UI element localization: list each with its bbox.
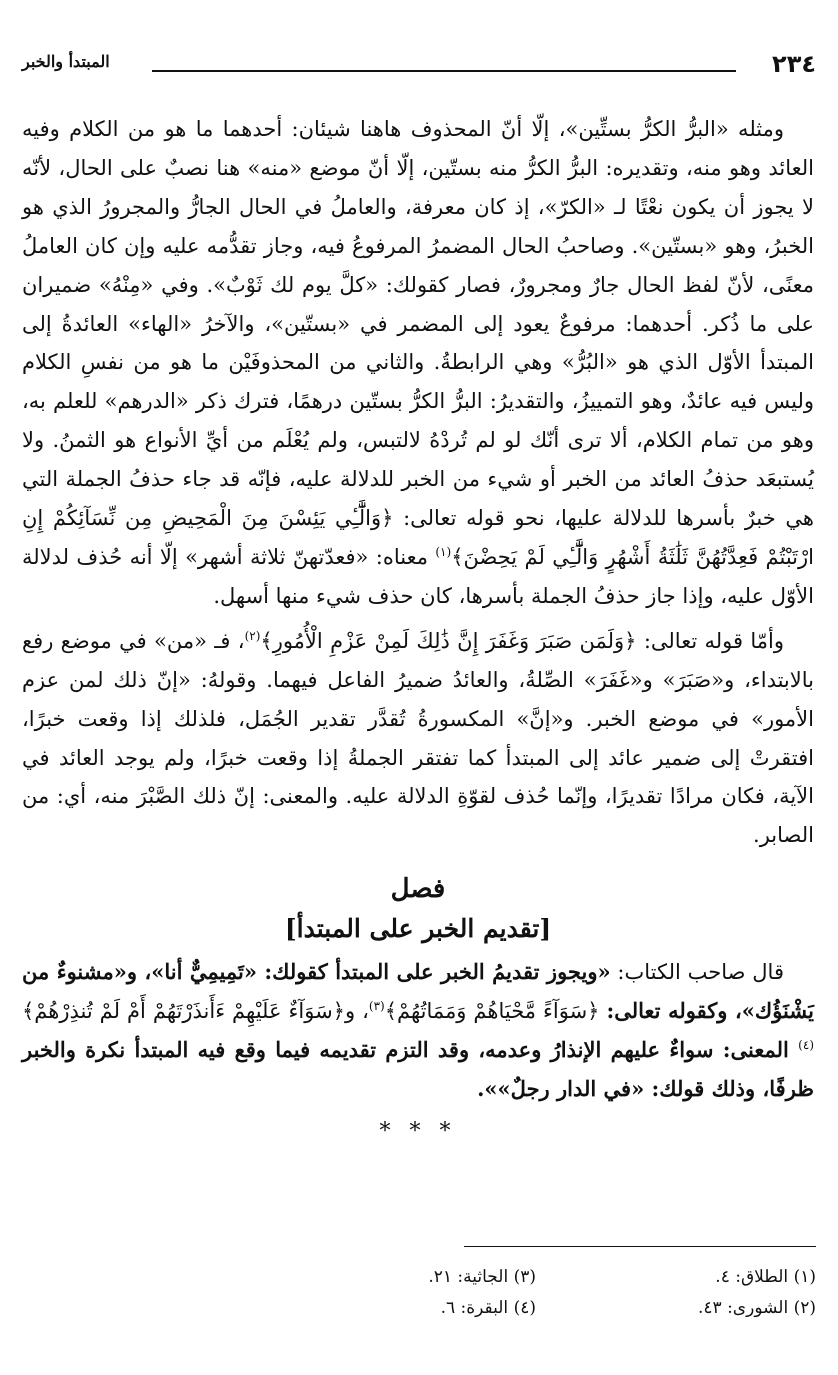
footnote-text: الجاثية: ٢١. [428, 1267, 509, 1287]
footnote-number: (٢) [793, 1298, 816, 1318]
footnote-number: (٤) [513, 1298, 536, 1318]
quran-verse-1: ﴿وَالَّٰٓـِٔي يَئِسْنَ مِنَ الْمَحِيضِ مِن نِّسَآئِكُمْ إِنِ ارْتَبْتُمْ فَعِدَّتُهُنَّ ثَلَٰثَةُ أَشْهُرٍ وَالَّٰٓـِٔي لَمْ يَحِضْنَ﴾ [22, 506, 815, 569]
page-header [22, 50, 816, 80]
footnote-text: البقرة: ٦. [440, 1298, 509, 1318]
footnote-text: الشورى: ٤٣. [698, 1298, 789, 1318]
paragraph-3 [22, 953, 814, 1109]
section-subtitle: [تقديم الخبر على المبتدأ] [284, 914, 552, 944]
footnote-3 [256, 1262, 536, 1293]
paragraph-2-intro: وأمّا قوله تعالى: [643, 628, 784, 653]
quran-verse-4: ﴿سَوَآءٌ عَلَيْهِمْ ءَأَنذَرْتَهُمْ أَمْ لَمْ تُنذِرْهُمْ﴾ [22, 999, 345, 1024]
paragraph-1-text: ومثله «البرُّ الكرُّ بستِّين»، إلّا أنّ المحذوف هاهنا شيئان: أحدهما ما هو من الكلام وفيه العائد وهو منه، وتقديره: البرُّ الكرُّ منه بستّين، إلّا أنّ موضع «منه» هنا نصبٌ على الحال، لأنّه لا يجوز أن يكون نعْتًا لـ «الكرّ»، إذ كان معرفة، والعاملُ في الحال الجارُّ والمجرورُ الذي هو الخبرُ، وهو «بستّين». وصاحبُ الحال المضمرُ المرفوعُ فيه، وجاز تقدُّمه عليه وإن كان العاملُ معنًى، لأنّ لفظ الحال جارٌ ومجرورٌ، فصار كقولك: «كلَّ يوم لك ثَوْبٌ». وفي «مِنْهُ» ضميران على ما ذُكر. أحدهما: مرفوعٌ يعود إلى المضمر في «بستّين»، والآخرُ «الهاء» العائدةُ إلى المبتدأ الأوّل الذي هو «البُرُّ» وهي الرابطةُ. والثاني من المحذوفَيْن ما هو من نفسِ الكلام وليس فيه عائدٌ، وهو التمييزُ، والتقديرُ: البرُّ الكرُّ بستّين درهمًا، فترك ذكر «الدرهم» للعلم به، وهو من تمام الكلام، ألا ترى أنّك لو لم تُردْهُ لالتبس، ولم يُعْلَم من أيِّ الأنواع هو الثمنُ. ولا يُستبعَد حذفُ العائد من الخبر أو شيء من الخبر للدلالة عليه، فإنّه قد جاء حذفُ الجملة التي هي خبرٌ بأسرها للدلالة عليها، نحو قوله تعالى: [22, 117, 814, 531]
page-body [22, 110, 814, 1144]
footnote-number: (٣) [513, 1267, 536, 1287]
page-number: ٢٣٤ [772, 50, 816, 78]
footnote-marker-4: (٤) [798, 1038, 814, 1053]
paragraph-2-text: ، فـ «من» في موضع رفع بالابتداء، و«صَبَرَ» و«غَفَرَ» الصِّلةُ، والعائدُ ضميرُ الفاعل فيهما. وقولهُ: «إنّ ذلك لمن عزم الأمور» في موضع الخبر. و«إنَّ» المكسورةُ تُقدَّر تقدير الجُمَل، فلذلك إذا وقعت خبرًا، افتقرتْ إلى ضمير عائد إلى المبتدأ كما تفتقر الجملةُ إذا وقعت خبرًا، ولم يوجد العائد في الآية، فكان مرادًا تقديرًا، وإنّما حُذف لقوّةِ الدلالة عليه. والمعنى: إنّ ذلك الصَّبْرَ منه، أي: من الصابر. [22, 628, 814, 848]
header-rule [152, 70, 736, 72]
footnote-marker-3: (٣) [368, 999, 385, 1014]
paragraph-1-end: معناه: «فعدّتهنّ ثلاثة أشهر» إلّا أنه حُذف لدلالة الأوّل عليه، وإذا جاز حذفُ الجملة بأسرها، كان حذف شيء منها أسهل. [22, 544, 814, 608]
paragraph-3-conjunction: ، و [344, 999, 369, 1024]
footnote-marker-2: (٢) [244, 628, 261, 643]
footnote-marker-1: (١) [435, 544, 452, 559]
footnote-text: الطلاق: ٤. [715, 1267, 789, 1287]
quran-verse-3: ﴿سَوَآءً مَّحْيَاهُمْ وَمَمَاتُهُمْ﴾ [384, 999, 600, 1024]
footnote-1 [536, 1262, 816, 1293]
quran-verse-2: ﴿وَلَمَن صَبَرَ وَغَفَرَ إِنَّ ذَٰلِكَ لَمِنْ عَزْمِ الْأُمُورِ﴾ [260, 628, 637, 653]
footnote-4 [256, 1293, 536, 1324]
paragraph-3-quote: «ويجوز تقديمُ الخبر على المبتدأ كقولك: «تَمِيمِيٌّ أنا»، و«مشنوءٌ من يَشْنَؤُك»، وكقوله تعالى: [22, 959, 814, 1024]
footnote-number: (١) [793, 1267, 816, 1287]
footnote-rule [464, 1246, 816, 1247]
paragraph-1 [22, 110, 814, 616]
paragraph-3-intro: قال صاحب الكتاب: [610, 960, 784, 985]
paragraph-2 [22, 622, 814, 855]
section-heading: فصل [390, 874, 446, 905]
running-title: المبتدأ والخبر [22, 52, 110, 71]
footnotes [256, 1262, 816, 1324]
footnote-row [256, 1262, 816, 1293]
section-divider-stars: * * * [379, 1118, 457, 1144]
footnote-2 [536, 1293, 816, 1324]
paragraph-3-explanation: المعنى: سواءٌ عليهم الإنذارُ وعدمه، وقد التزم تقديمه فيما وقع فيه المبتدأ نكرة والخبر ظرفًا، وذلك قولك: «في الدار رجلٌ»». [22, 1037, 814, 1101]
footnote-row [256, 1293, 816, 1324]
